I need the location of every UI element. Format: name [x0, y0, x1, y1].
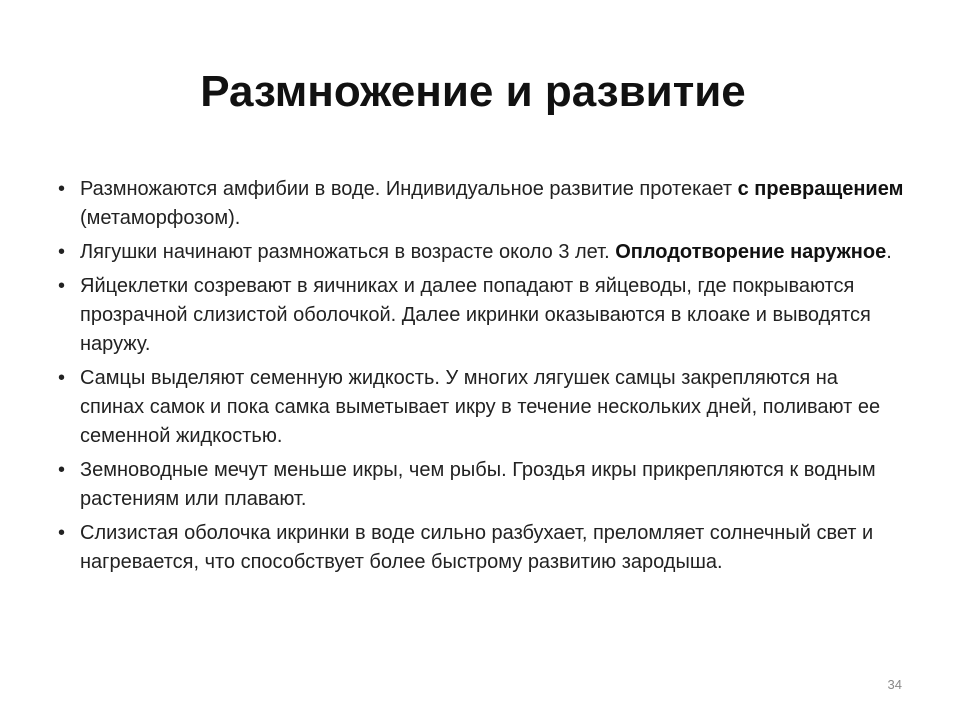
bullet-text: Самцы выделяют семенную жидкость. У многих лягушек самцы закрепляются на спинах самок и пока самка выметывает икру в течение нескольких дней, поливают ее семенной жидкостью. [80, 367, 881, 447]
bullet-bold-text: Оплодотворение наружное [615, 241, 887, 263]
page-number: 34 [887, 677, 902, 692]
bullet-bold-text: с превращением [737, 178, 904, 200]
bullet-item [58, 175, 904, 233]
bullet-item [58, 364, 904, 451]
bullet-icon: • [58, 275, 66, 297]
slide-title: Размножение и развитие [200, 67, 746, 116]
bullet-text: (метаморфозом). [80, 207, 241, 229]
bullet-icon: • [58, 241, 66, 263]
bullet-icon: • [58, 367, 66, 389]
bullet-text: Размножаются амфибии в воде. Индивидуальное развитие протекает [80, 178, 738, 200]
bullet-icon: • [58, 459, 66, 481]
bullet-item [58, 272, 904, 359]
bullet-item [58, 519, 904, 577]
bullet-item [58, 238, 904, 267]
bullet-item [58, 456, 904, 514]
bullet-text: Лягушки начинают размножаться в возрасте около 3 лет. [80, 241, 616, 263]
bullet-text: Слизистая оболочка икринки в воде сильно разбухает, преломляет солнечный свет и нагревается, что способствует более быстрому развитию зародыша. [80, 522, 874, 573]
bullet-text: . [886, 241, 892, 263]
bullet-text: Яйцеклетки созревают в яичниках и далее попадают в яйцеводы, где покрываются прозрачной слизистой оболочкой. Далее икринки оказываются в клоаке и выводятся наружу. [80, 275, 871, 355]
bullet-text: Земноводные мечут меньше икры, чем рыбы. Гроздья икры прикрепляются к водным растениям или плавают. [80, 459, 876, 510]
bullet-icon: • [58, 522, 66, 544]
bullet-list [58, 175, 904, 582]
bullet-icon: • [58, 178, 66, 200]
